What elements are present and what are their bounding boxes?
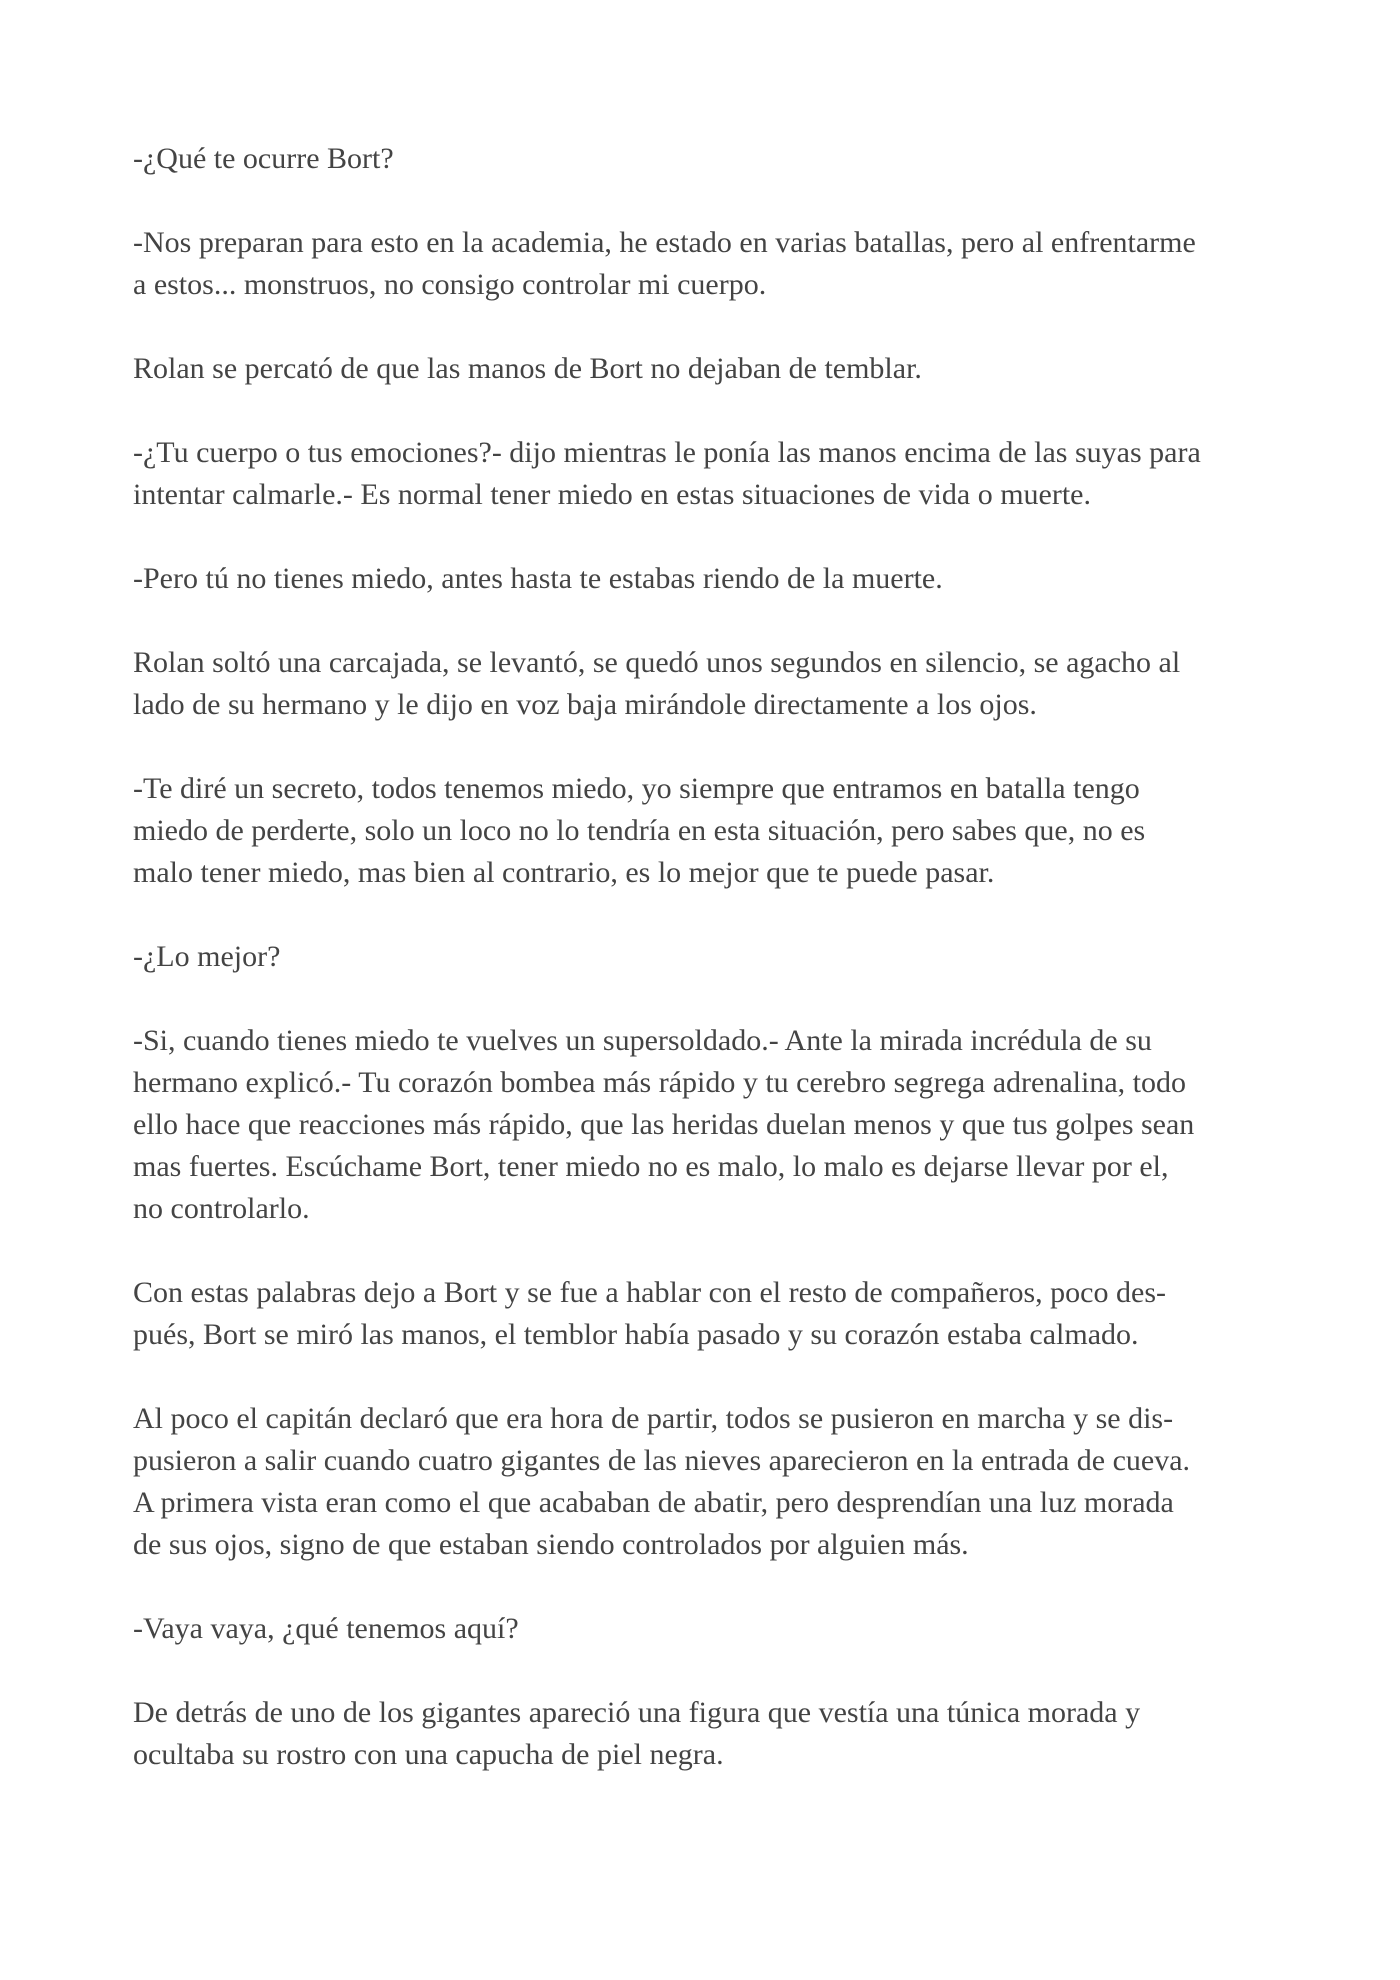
paragraph: -Vaya vaya, ¿qué tenemos aquí? [133,1612,519,1645]
paragraph: Rolan se percató de que las manos de Bort no dejaban de temblar. [133,352,922,385]
paragraph: Rolan soltó una carcajada, se levantó, se quedó unos segundos en silencio, se agacho al lado de su hermano y le dijo en voz baja mirándole directamente a los ojos. [133,646,1181,721]
paragraph: -Te diré un secreto, todos tenemos miedo, yo siempre que entramos en batalla tengo miedo de perderte, solo un loco no lo tendría en esta situación, pero sabes que, no es malo tener miedo, mas bien al contrario, es lo mejor que te puede pasar. [133,772,1146,889]
document-page [133,138,1278,1818]
paragraph: De detrás de uno de los gigantes apareció una figura que vestía una túnica morada y ocultaba su rostro con una capucha de piel negra. [133,1696,1141,1771]
paragraph: Al poco el capitán declaró que era hora de partir, todos se pusieron en marcha y se dis- pusieron a salir cuando cuatro gigantes de las nieves aparecieron en la entrada de cueva. A primera vista eran como el que acababan de abatir, pero desprendían una luz morada de sus ojos, signo de que estaban siendo controlados por alguien más. [133,1402,1191,1561]
paragraph: -¿Lo mejor? [133,940,281,973]
paragraph: -Si, cuando tienes miedo te vuelves un supersoldado.- Ante la mirada incrédula de su hermano explicó.- Tu corazón bombea más rápido y tu cerebro segrega adrenalina, todo ello hace que reacciones más rápido, que las heridas duelan menos y que tus golpes sean mas fuertes. Escúchame Bort, tener miedo no es malo, lo malo es dejarse llevar por el, no controlarlo. [133,1024,1195,1225]
paragraph: -¿Qué te ocurre Bort? [133,142,394,175]
paragraph: Con estas palabras dejo a Bort y se fue a hablar con el resto de compañeros, poco des- pués, Bort se miró las manos, el temblor había pasado y su corazón estaba calmado. [133,1276,1166,1351]
paragraph: -¿Tu cuerpo o tus emociones?- dijo mientras le ponía las manos encima de las suyas para intentar calmarle.- Es normal tener miedo en estas situaciones de vida o muerte. [133,436,1201,511]
paragraph: -Pero tú no tienes miedo, antes hasta te estabas riendo de la muerte. [133,562,943,595]
paragraph: -Nos preparan para esto en la academia, he estado en varias batallas, pero al enfrentarme a estos... monstruos, no consigo controlar mi cuerpo. [133,226,1196,301]
